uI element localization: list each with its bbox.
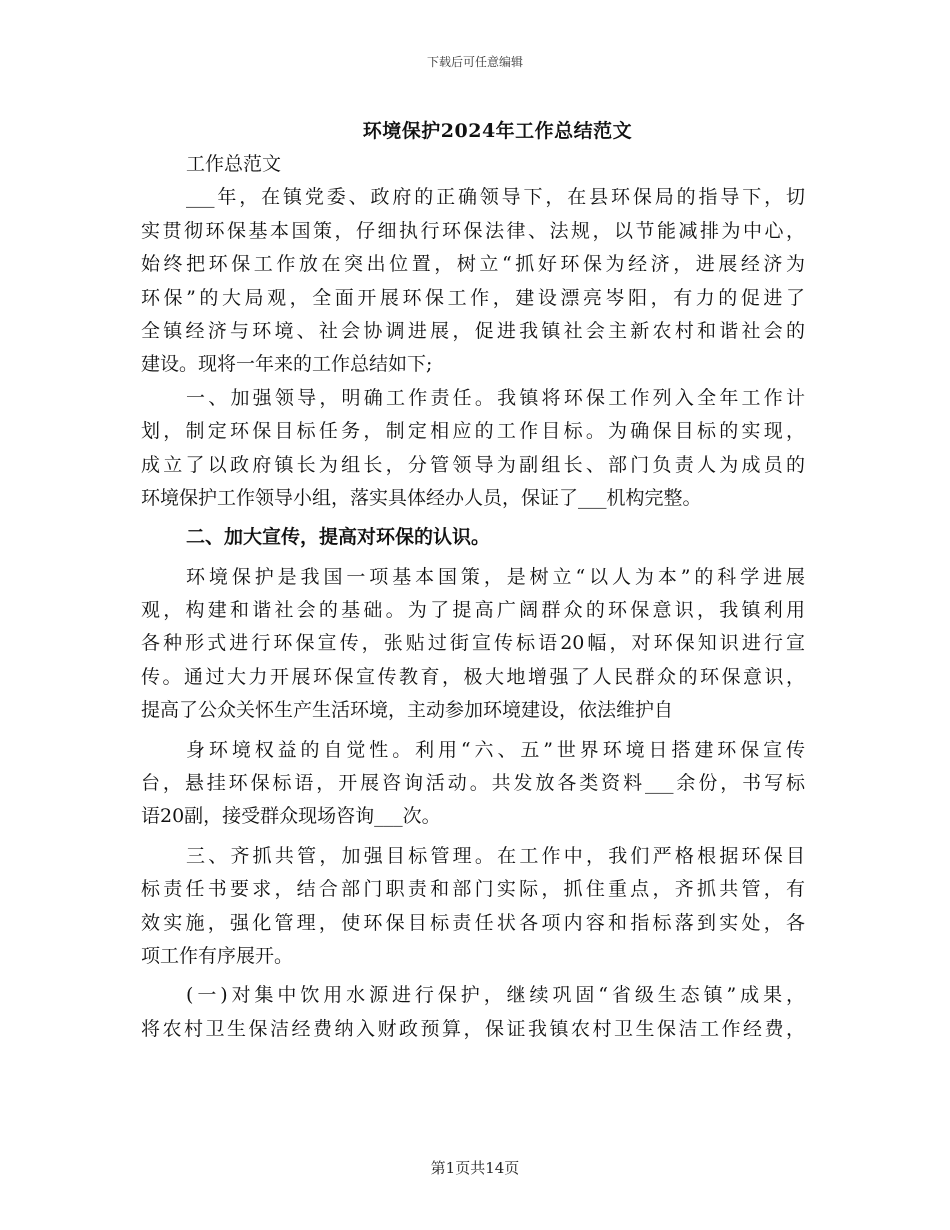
paragraph-line: 全镇经济与环境、社会协调进展，促进我镇社会主新农村和谐社会的 <box>141 319 805 342</box>
paragraph-line: 将农村卫生保洁经费纳入财政预算，保证我镇农村卫生保洁工作经费， <box>141 1017 805 1040</box>
section-heading: 二、加大宣传，提高对环保的认识。 <box>186 526 491 549</box>
page-footer: 第1页共14页 <box>430 1159 520 1177</box>
paragraph-line: 建设。现将一年来的工作总结如下; <box>141 353 433 376</box>
paragraph-line: 标责任书要求，结合部门职责和部门实际，抓住重点，齐抓共管，有 <box>141 878 805 901</box>
paragraph-line: ___年，在镇党委、政府的正确领导下，在县环保局的指导下，切 <box>186 186 805 209</box>
paragraph-line: 语20副，接受群众现场咨询___次。 <box>141 805 441 828</box>
paragraph-line: 实贯彻环保基本国策，仔细执行环保法律、法规，以节能减排为中心， <box>141 219 805 242</box>
paragraph-line: 效实施，强化管理，使环保目标责任状各项内容和指标落到实处，各 <box>141 911 805 934</box>
paragraph-line: 划，制定环保目标任务，制定相应的工作目标。为确保目标的实现， <box>141 420 805 443</box>
paragraph-line: 三、齐抓共管，加强目标管理。在工作中，我们严格根据环保目 <box>186 844 805 867</box>
paragraph-line: 台，悬挂环保标语，开展咨询活动。共发放各类资料___余份，书写标 <box>141 772 805 795</box>
paragraph-line: 身环境权益的自觉性。利用“六、五”世界环境日搭建环保宣传 <box>186 738 805 761</box>
paragraph-line: 项工作有序展开。 <box>141 944 294 967</box>
paragraph-line: 各种形式进行环保宣传，张贴过街宣传标语20幅，对环保知识进行宣 <box>141 632 805 655</box>
section-heading: 工作总范文 <box>186 153 282 175</box>
paragraph-line: 一、加强领导，明确工作责任。我镇将环保工作列入全年工作计 <box>186 386 805 409</box>
paragraph-line: 提高了公众关怀生产生活环境，主动参加环境建设，依法维护自 <box>141 699 674 722</box>
paragraph-line: 观，构建和谐社会的基础。为了提高广阔群众的环保意识，我镇利用 <box>141 599 805 622</box>
paragraph-line: 环境保护是我国一项基本国策，是树立“以人为本”的科学进展 <box>186 565 805 588</box>
header-note: 下载后可任意编辑 <box>426 55 523 69</box>
document-title: 环境保护2024年工作总结范文 <box>362 120 633 142</box>
paragraph-line: 环保”的大局观，全面开展环保工作，建设漂亮岑阳，有力的促进了 <box>141 286 805 309</box>
paragraph-line: 成立了以政府镇长为组长，分管领导为副组长、部门负责人为成员的 <box>141 453 805 476</box>
paragraph-line: 环境保护工作领导小组，落实具体经办人员，保证了___机构完整。 <box>141 486 702 509</box>
paragraph-line: 传。通过大力开展环保宣传教育，极大地增强了人民群众的环保意识， <box>141 665 805 688</box>
document-body <box>141 148 805 1046</box>
paragraph-line: (一)对集中饮用水源进行保护，继续巩固“省级生态镇”成果， <box>186 984 805 1007</box>
paragraph-line: 始终把环保工作放在突出位置，树立“抓好环保为经济，进展经济为 <box>141 253 805 276</box>
